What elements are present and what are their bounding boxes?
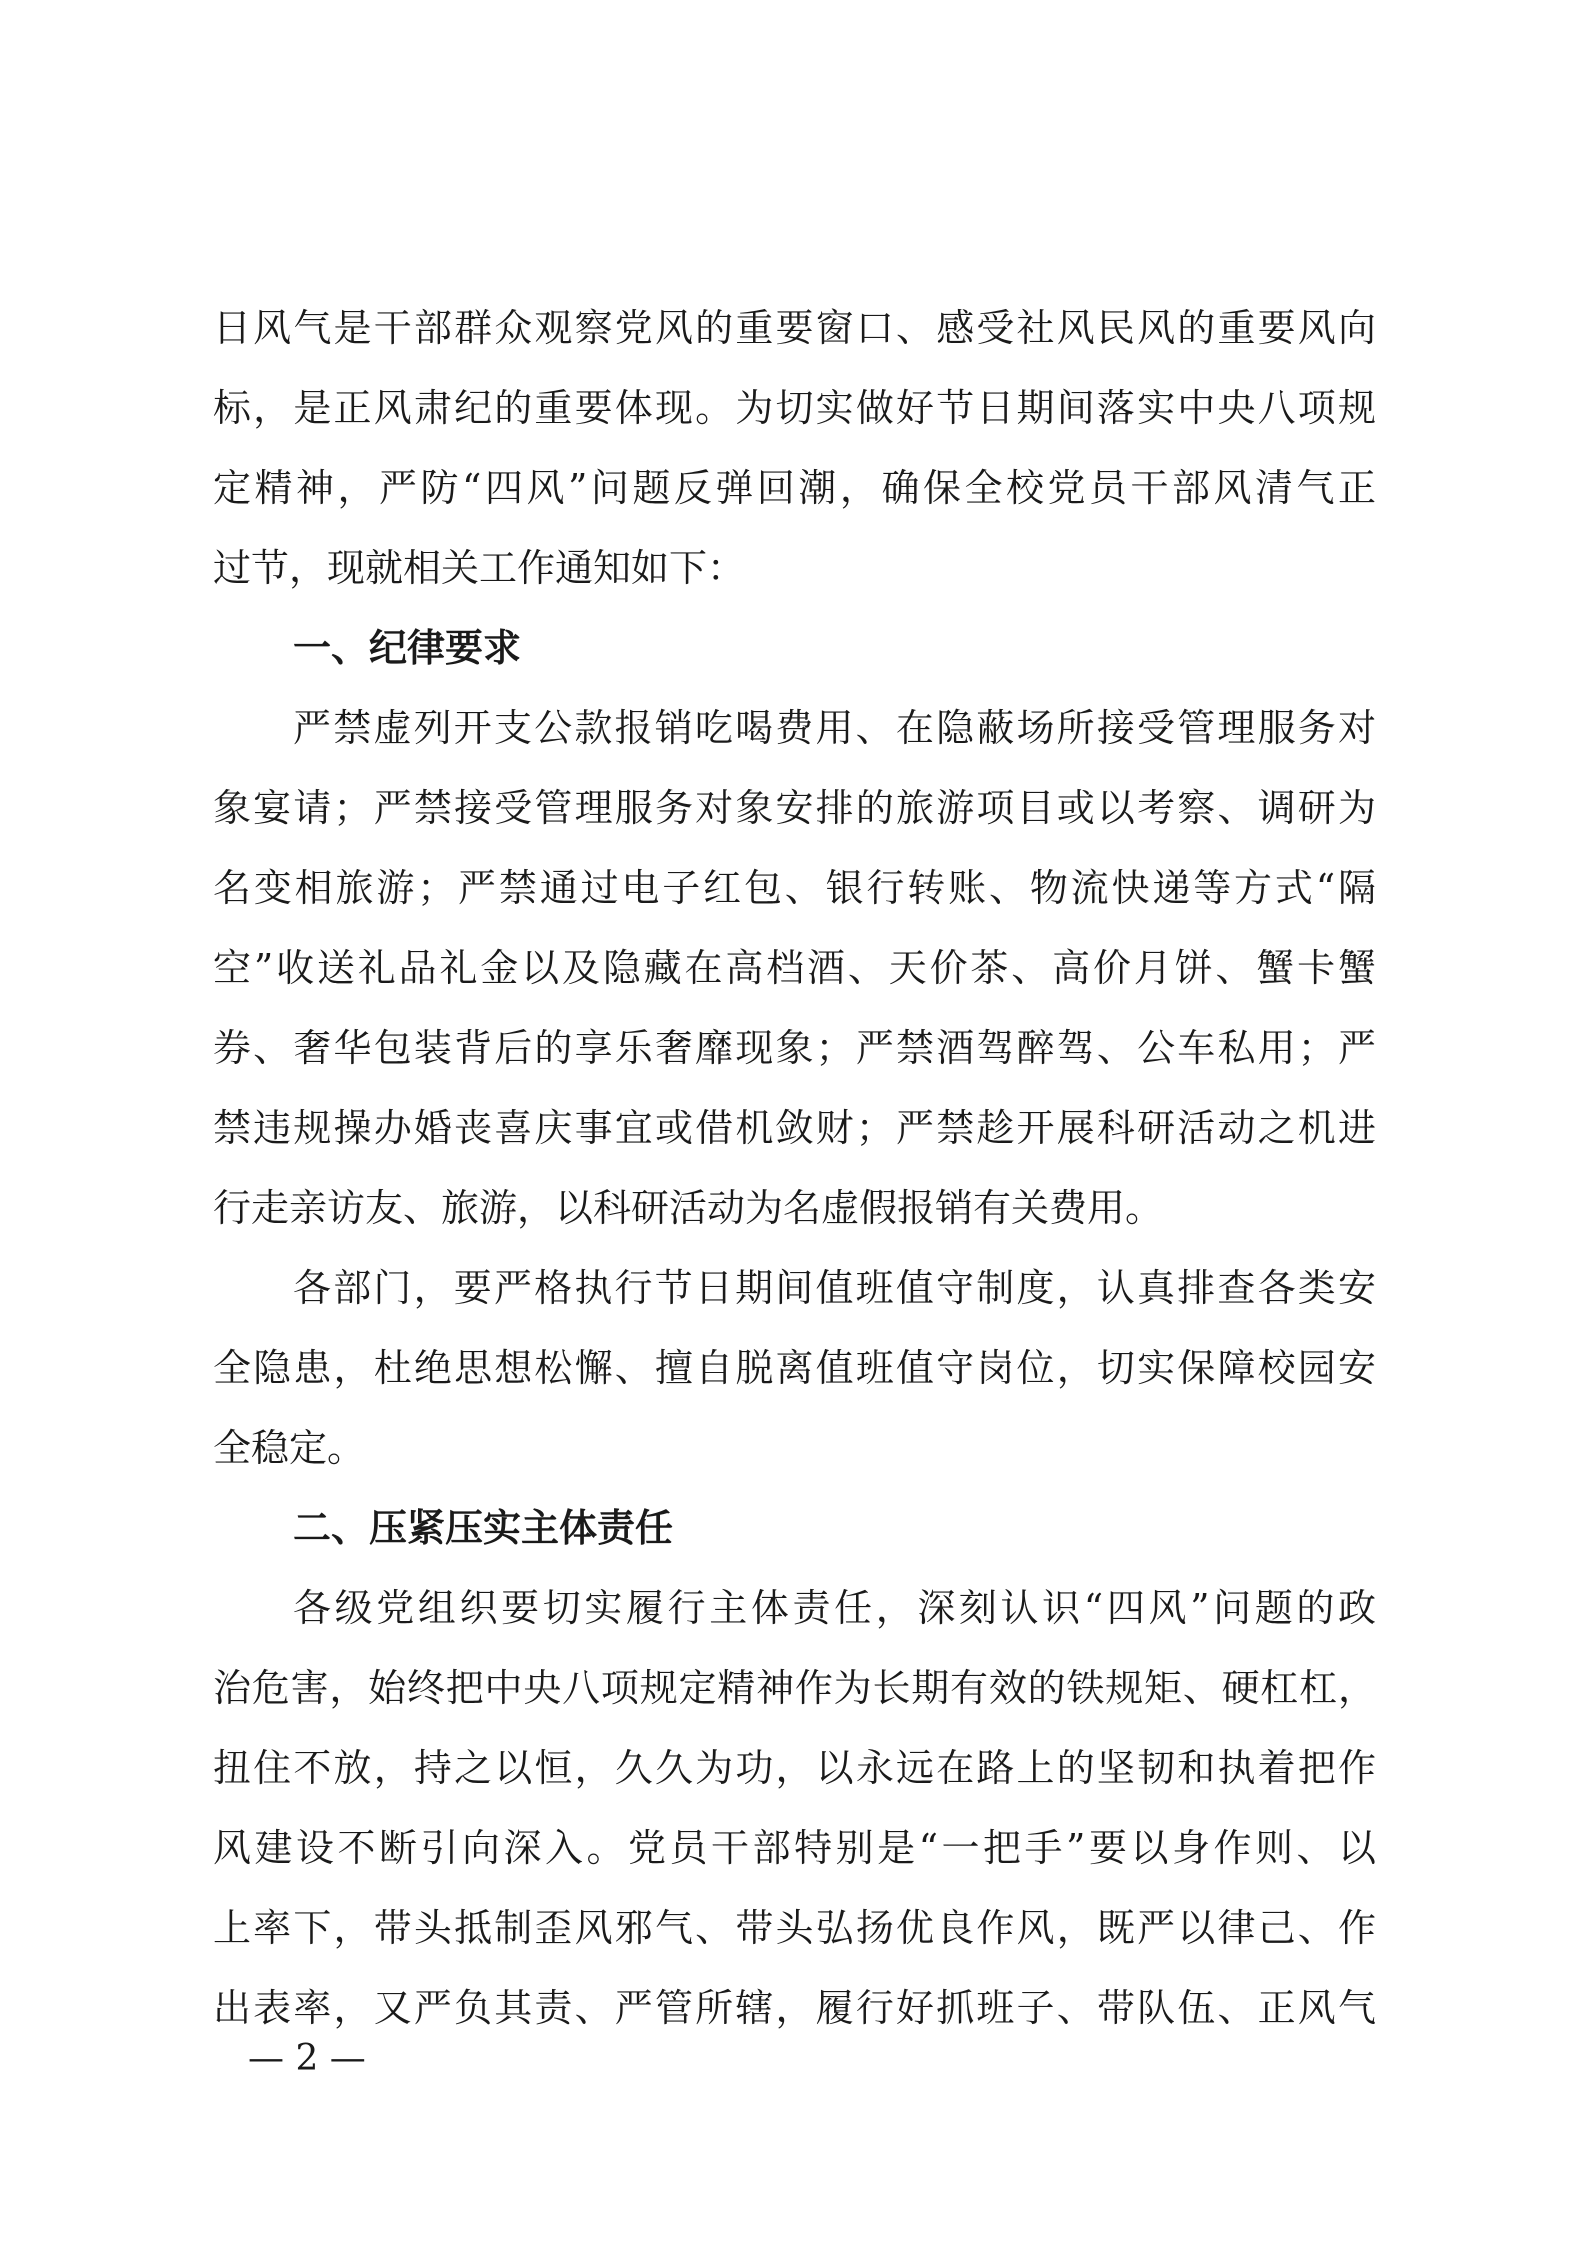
body-line: 治危害，始终把中央八项规定精神作为长期有效的铁规矩、硬杠杠， — [213, 1666, 1376, 1710]
section-heading-responsibility: 二、压紧压实主体责任 — [293, 1506, 674, 1550]
body-line: 全稳定。 — [213, 1426, 366, 1470]
body-line: 过节，现就相关工作通知如下： — [213, 546, 746, 590]
body-line: 名变相旅游；严禁通过电子红包、银行转账、物流快递等方式“隔 — [213, 866, 1376, 910]
body-line: 定精神，严防“四风”问题反弹回潮，确保全校党员干部风清气正 — [213, 466, 1376, 510]
page-number: — 2 — — [248, 2038, 366, 2079]
body-line: 全隐患，杜绝思想松懈、擅自脱离值班值守岗位，切实保障校园安 — [213, 1346, 1376, 1390]
body-line: 券、奢华包装背后的享乐奢靡现象；严禁酒驾醉驾、公车私用；严 — [213, 1026, 1376, 1070]
body-line: 严禁虚列开支公款报销吃喝费用、在隐蔽场所接受管理服务对 — [293, 706, 1376, 750]
body-line: 行走亲访友、旅游，以科研活动为名虚假报销有关费用。 — [213, 1186, 1164, 1230]
body-line: 上率下，带头抵制歪风邪气、带头弘扬优良作风，既严以律己、作 — [213, 1906, 1376, 1950]
body-line: 日风气是干部群众观察党风的重要窗口、感受社风民风的重要风向 — [213, 306, 1376, 350]
body-line: 禁违规操办婚丧喜庆事宜或借机敛财；严禁趁开展科研活动之机进 — [213, 1106, 1376, 1150]
body-line: 空”收送礼品礼金以及隐藏在高档酒、天价茶、高价月饼、蟹卡蟹 — [213, 946, 1376, 990]
body-line: 风建设不断引向深入。党员干部特别是“一把手”要以身作则、以 — [213, 1826, 1376, 1870]
body-line: 扭住不放，持之以恒，久久为功，以永远在路上的坚韧和执着把作 — [213, 1746, 1376, 1790]
section-heading-discipline: 一、纪律要求 — [293, 626, 522, 670]
body-line: 出表率，又严负其责、严管所辖，履行好抓班子、带队伍、正风气 — [213, 1986, 1376, 2030]
body-line: 标，是正风肃纪的重要体现。为切实做好节日期间落实中央八项规 — [213, 386, 1376, 430]
body-line: 各级党组织要切实履行主体责任，深刻认识“四风”问题的政 — [293, 1586, 1376, 1630]
body-line: 各部门，要严格执行节日期间值班值守制度，认真排查各类安 — [293, 1266, 1376, 1310]
body-line: 象宴请；严禁接受管理服务对象安排的旅游项目或以考察、调研为 — [213, 786, 1376, 830]
